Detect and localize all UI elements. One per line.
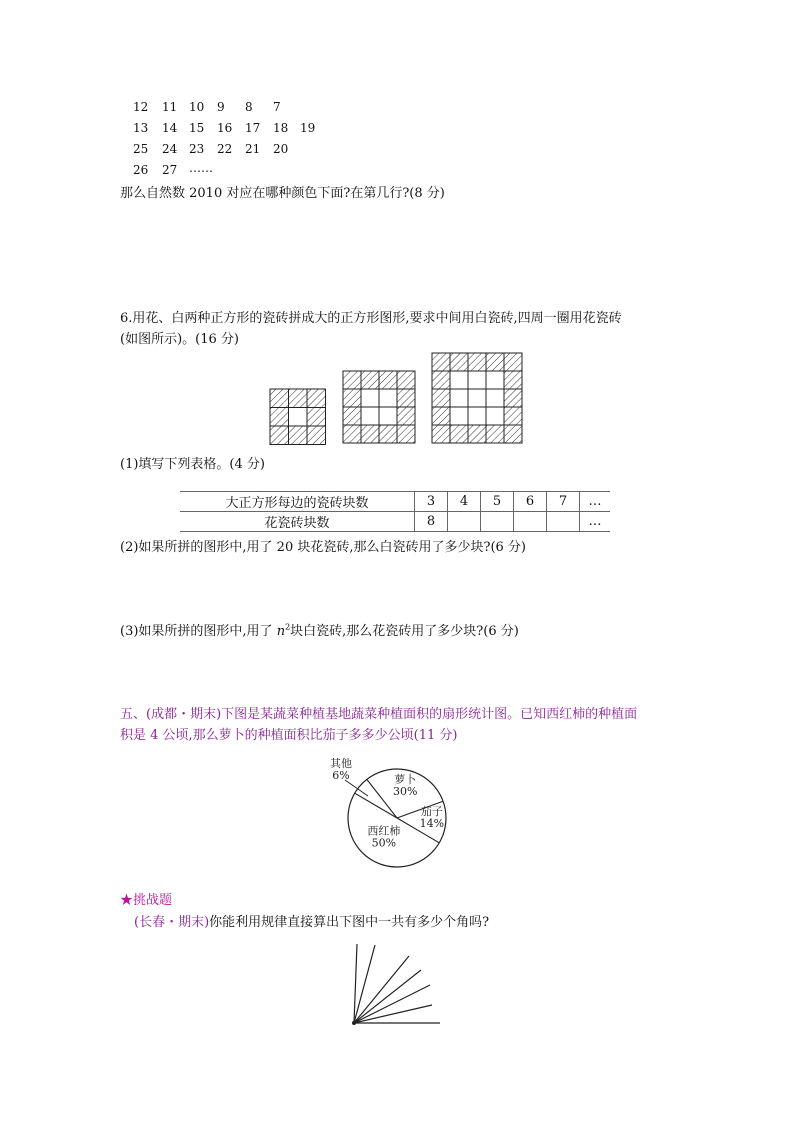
pie-slice-label: 萝卜 — [394, 773, 417, 787]
q6-title-line1: 6.用花、白两种正方形的瓷砖拼成大的正方形图形,要求中间用白瓷砖,四周一圈用花瓷砖 — [120, 311, 622, 326]
q6-part1: (1)填写下列表格。(4 分) — [120, 457, 265, 472]
table-cell: … — [580, 492, 611, 512]
pie-slice-label: 其他 — [330, 757, 352, 770]
section5-line2: 积是 4 公顷,那么萝卜的种植面积比茄子多多少公顷(11 分) — [120, 728, 458, 743]
section5-line1: 五、(成都・期末)下图是某蔬菜种植基地蔬菜种植面积的扇形统计图。已知西红柿的种植面 — [120, 707, 638, 722]
table-cell: 7 — [547, 492, 580, 512]
grid-cell: 24 — [162, 142, 178, 156]
angle-ray — [354, 944, 357, 1023]
table-cell: 4 — [448, 492, 481, 512]
angle-ray — [354, 945, 375, 1023]
grid-cell: 26 — [133, 163, 149, 177]
pie-slice-label: 茄子 — [420, 805, 443, 819]
challenge-heading: ★挑战题 — [120, 893, 173, 908]
q6-part3-before: (3)如果所拼的图形中,用了 — [120, 624, 277, 639]
grid-cell: 8 — [245, 100, 253, 114]
q6-title-line2: (如图所示)。(16 分) — [120, 332, 239, 347]
q6-part3-var: n — [276, 624, 286, 639]
grid-cell: 10 — [189, 100, 205, 114]
grid-cell: 13 — [133, 121, 149, 135]
q6-part3-after: 块白瓷砖,那么花瓷砖用了多少块?(6 分) — [290, 624, 519, 639]
grid-cell: 11 — [162, 100, 178, 114]
table-row-label: 花瓷砖块数 — [180, 512, 415, 532]
pie-slice-percent: 14% — [419, 817, 445, 831]
grid-ellipsis: …… — [189, 161, 213, 175]
grid-cell: 18 — [273, 121, 289, 135]
q5-question-tail: 那么自然数 2010 对应在哪种颜色下面?在第几行?(8 分) — [120, 186, 445, 201]
pie-slice-percent: 50% — [371, 836, 397, 850]
grid-cell: 21 — [245, 142, 261, 156]
table-cell[interactable]: 8 — [415, 512, 448, 532]
grid-cell: 22 — [217, 142, 233, 156]
grid-cell: 19 — [300, 121, 316, 135]
table-cell: … — [580, 512, 611, 532]
grid-cell: 23 — [189, 142, 205, 156]
challenge-source: (长春・期末) — [134, 915, 210, 930]
angle-ray — [354, 985, 430, 1023]
q6-part2: (2)如果所拼的图形中,用了 20 块花瓷砖,那么白瓷砖用了多少块?(6 分) — [120, 540, 527, 555]
grid-cell: 12 — [133, 100, 149, 114]
grid-cell: 7 — [273, 100, 281, 114]
grid-cell: 15 — [189, 121, 205, 135]
table-cell: 6 — [514, 492, 547, 512]
grid-cell: 25 — [133, 142, 149, 156]
table-row-label: 大正方形每边的瓷砖块数 — [180, 492, 415, 512]
pie-slice-label: 西红柿 — [367, 824, 401, 838]
pie-slice-percent: 6% — [332, 769, 350, 782]
grid-cell: 9 — [217, 100, 225, 114]
q6-part3-sup: 2 — [285, 622, 291, 632]
grid-cell: 20 — [273, 142, 289, 156]
pie-slice-percent: 30% — [393, 785, 418, 799]
grid-cell: 14 — [162, 121, 178, 135]
grid-cell: 17 — [245, 121, 261, 135]
angle-ray — [354, 956, 409, 1023]
challenge-text: 你能利用规律直接算出下图中一共有多少个角吗? — [209, 915, 490, 930]
grid-cell: 16 — [217, 121, 233, 135]
table-cell: 3 — [415, 492, 448, 512]
table-cell: 5 — [481, 492, 514, 512]
grid-cell: 27 — [162, 163, 178, 177]
angle-vertex — [352, 1021, 356, 1025]
